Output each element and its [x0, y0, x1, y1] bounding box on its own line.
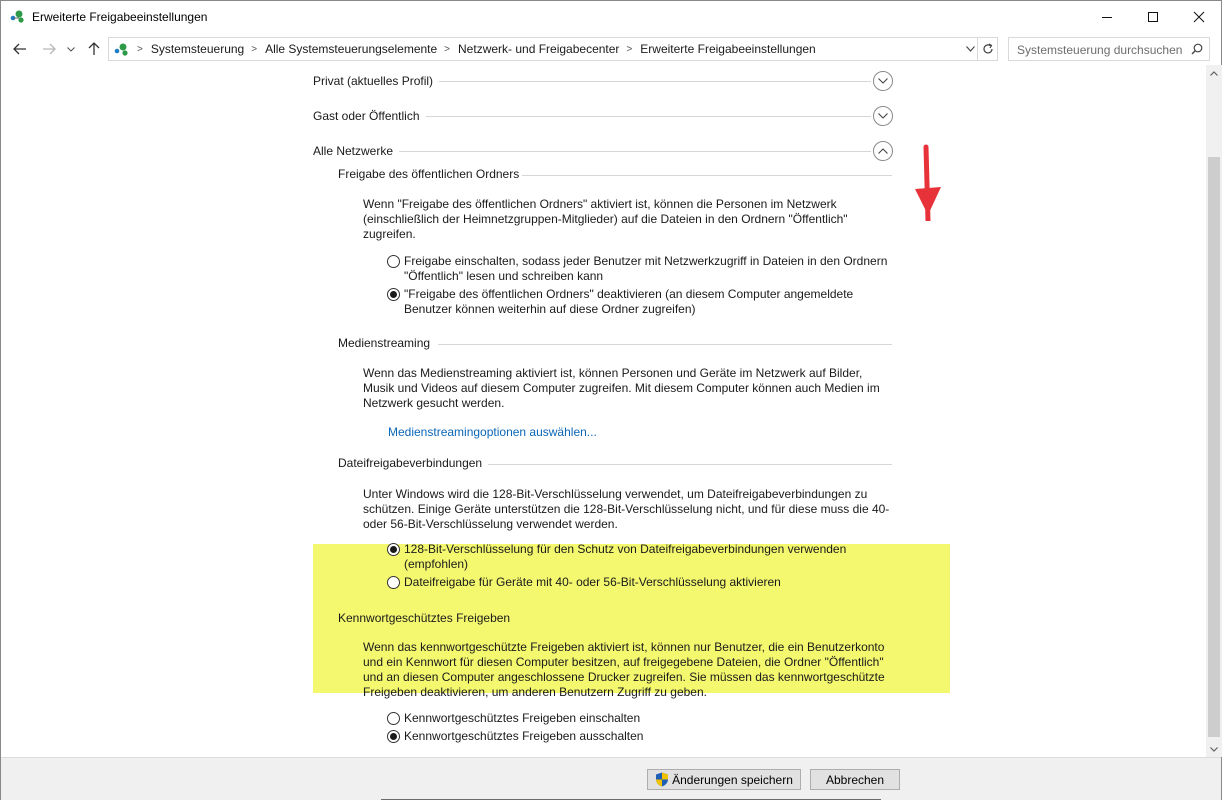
back-button[interactable] [10, 38, 30, 60]
recent-locations-button[interactable] [64, 38, 78, 60]
profile-guest-expand-button[interactable] [873, 106, 893, 126]
section-title: Kennwortgeschütztes Freigeben [338, 611, 511, 625]
section-title: Medienstreaming [338, 336, 431, 350]
radio-button[interactable] [387, 576, 400, 589]
uac-shield-icon [655, 772, 669, 787]
breadcrumb-item-current[interactable]: Erweiterte Freigabeeinstellungen [640, 42, 816, 56]
chevron-down-icon [878, 113, 888, 119]
profile-guest-label: Gast oder Öffentlich [313, 109, 426, 123]
divider [438, 344, 892, 345]
scroll-down-button[interactable] [1206, 741, 1222, 757]
network-center-icon [10, 9, 26, 23]
profile-all-networks[interactable] [313, 140, 895, 162]
password-section [338, 611, 892, 627]
media-description: Wenn das Medienstreaming aktiviert ist, können Personen und Geräte im Netzwerk auf Bilder, Musik und Videos auf diesem Computer zugreifen. Mit diesem Computer können auch Medien im Netzwerk gesucht werden. [363, 366, 880, 410]
search-icon [1191, 43, 1203, 55]
radio-label[interactable]: Dateifreigabe für Geräte mit 40- oder 56-Bit-Verschlüsselung aktivieren [404, 575, 781, 589]
maximize-icon [1147, 11, 1159, 23]
divider [488, 464, 892, 465]
breadcrumb-item-all-items[interactable]: Alle Systemsteuerungselemente [265, 42, 438, 56]
radio-label[interactable]: "Freigabe des öffentlichen Ordners" deaktivieren (an diesem Computer angemeldete Benutzer können weiterhin auf diese Ordner zugreifen) [404, 287, 854, 316]
breadcrumb-item-network-center[interactable]: Netzwerk- und Freigabecenter [458, 42, 620, 56]
radio-button[interactable] [387, 288, 400, 301]
vertical-scrollbar[interactable] [1206, 65, 1222, 757]
radio-button[interactable] [387, 255, 400, 268]
search-placeholder: Systemsteuerung durchsuchen [1017, 43, 1183, 57]
minimize-button[interactable] [1084, 1, 1130, 33]
window-title: Erweiterte Freigabeeinstellungen [32, 10, 208, 24]
public-folder-description: Wenn "Freigabe des öffentlichen Ordners" aktiviert ist, können die Personen im Netzwerk (einschließlich der Heimnetzgruppen-Mitglieder) auf die Dateien in den Ordnern "Öffentlich" zugreifen. [363, 197, 848, 241]
profile-all-collapse-button[interactable] [873, 141, 893, 161]
arrow-right-icon [42, 43, 56, 55]
profile-private-label: Privat (aktuelles Profil) [313, 74, 439, 88]
profile-private-expand-button[interactable] [873, 71, 893, 91]
save-label: Änderungen speichern [672, 772, 793, 787]
breadcrumb-separator: > [444, 43, 451, 55]
file-sharing-section [338, 456, 892, 472]
scrollbar-thumb[interactable] [1208, 157, 1220, 737]
media-section [338, 336, 892, 352]
chevron-down-icon [1210, 747, 1218, 752]
radio-label[interactable]: Kennwortgeschütztes Freigeben einschalten [404, 711, 641, 725]
chevron-down-icon [966, 46, 975, 52]
section-title: Freigabe des öffentlichen Ordners [338, 167, 520, 181]
address-dropdown-button[interactable] [963, 41, 977, 57]
close-button[interactable] [1176, 1, 1222, 33]
radio-label[interactable]: Kennwortgeschütztes Freigeben ausschalten [404, 729, 644, 743]
breadcrumb-separator: > [137, 43, 143, 55]
navigation-bar [1, 34, 1221, 64]
refresh-button[interactable] [977, 38, 997, 60]
radio-button[interactable] [387, 543, 400, 556]
file-sharing-option-40[interactable] [387, 575, 897, 590]
public-folder-option-off[interactable] [387, 287, 897, 317]
divider [522, 175, 892, 176]
arrow-left-icon [13, 43, 27, 55]
maximize-button[interactable] [1130, 1, 1176, 33]
cancel-button[interactable] [810, 769, 900, 790]
arrow-up-icon [88, 42, 100, 56]
password-option-on[interactable] [387, 711, 897, 726]
minimize-icon [1101, 11, 1113, 23]
radio-label[interactable]: 128-Bit-Verschlüsselung für den Schutz von Dateifreigabeverbindungen verwenden (empfohlen) [404, 542, 847, 571]
password-description: Wenn das kennwortgeschützte Freigeben aktiviert ist, können nur Benutzer, die ein Benutzerkonto und ein Kennwort für diesen Computer besitzen, auf freigegebene Dateien, die Ordner "Öffentlich" und an diesen Computer angeschlossene Drucker zugreifen. Sie müssen das kennwortgeschützte Freigeben deaktivieren, um anderen Benutzern Zugriff zu geben. [363, 640, 885, 699]
radio-label[interactable]: Freigabe einschalten, sodass jeder Benutzer mit Netzwerkzugriff in Dateien in den Ordnern "Öffentlich" lesen und schreiben kann [404, 254, 888, 283]
chevron-down-icon [67, 47, 75, 52]
save-changes-button[interactable] [647, 769, 801, 790]
radio-button[interactable] [387, 730, 400, 743]
search-input[interactable] [1008, 37, 1210, 61]
profile-guest[interactable] [313, 105, 895, 127]
public-folder-option-on[interactable] [387, 254, 897, 284]
footer-bar [1, 757, 1221, 800]
chevron-up-icon [878, 148, 888, 154]
scroll-up-button[interactable] [1206, 65, 1222, 81]
profile-private[interactable] [313, 70, 895, 92]
file-sharing-description: Unter Windows wird die 128-Bit-Verschlüsselung verwendet, um Dateifreigabeverbindungen zu schützen. Einige Geräte unterstützen die 128-Bit-Verschlüsselung nicht, und für diese muss die 40- oder 56-Bit-Verschlüsselung verwendet werden. [363, 487, 890, 531]
breadcrumb-item-systemsteuerung[interactable]: Systemsteuerung [150, 42, 245, 56]
file-sharing-option-128[interactable] [387, 542, 897, 572]
network-center-icon [114, 42, 130, 56]
password-option-off[interactable] [387, 729, 897, 744]
radio-button[interactable] [387, 712, 400, 725]
annotation-arrow-icon [909, 81, 949, 221]
section-title: Dateifreigabeverbindungen [338, 456, 483, 470]
cancel-label: Abbrechen [825, 772, 885, 787]
chevron-up-icon [1210, 71, 1218, 76]
breadcrumb-separator: > [626, 43, 633, 55]
forward-button[interactable] [39, 38, 59, 60]
up-button[interactable] [84, 38, 104, 60]
profile-all-label: Alle Netzwerke [313, 144, 399, 158]
breadcrumb-separator: > [251, 43, 258, 55]
close-icon [1193, 11, 1205, 23]
media-options-link[interactable]: Medienstreamingoptionen auswählen... [388, 425, 597, 439]
address-bar[interactable] [108, 37, 998, 61]
title-bar [1, 1, 1221, 33]
refresh-icon [982, 43, 994, 55]
public-folder-section [338, 167, 892, 183]
chevron-down-icon [878, 78, 888, 84]
